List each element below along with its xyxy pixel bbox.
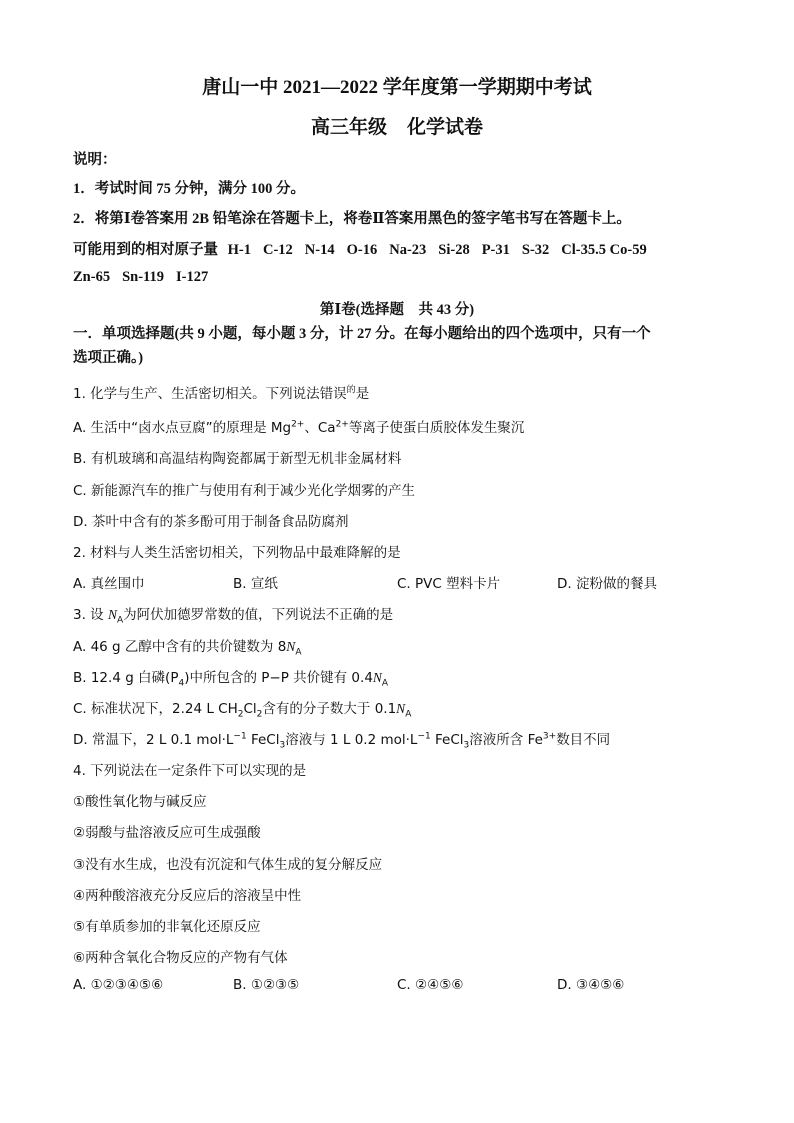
q2-option-d: D. 淀粉做的餐具	[557, 576, 657, 592]
instruction-item-1: 1．考试时间 75 分钟，满分 100 分。	[73, 181, 305, 197]
instructions-heading: 说明：	[73, 152, 117, 168]
q3-subscript: 3	[279, 740, 286, 751]
q3-b-text: B. 12.4 g 白磷(P	[73, 670, 179, 686]
q3-subscript: 2	[237, 709, 244, 720]
q3-option-d	[73, 728, 611, 751]
q3-d-text: FeCl	[430, 732, 464, 748]
q3-option-c	[73, 697, 412, 720]
part-instructions-line-2: 选项正确。)	[73, 350, 144, 366]
q3-subscript: A	[295, 647, 302, 658]
q3-subscript: 4	[178, 678, 185, 689]
q3-subscript: 2	[256, 709, 263, 720]
q4-stem: 4. 下列说法在一定条件下可以实现的是	[73, 763, 307, 779]
part-instructions-line-1: 一．单项选择题(共 9 小题，每小题 3 分，计 27 分。在每小题给出的四个选项中，只有一个	[73, 326, 651, 342]
q4-statement-2: ②弱酸与盐溶液反应可生成强酸	[73, 825, 261, 841]
q1-option-a	[73, 416, 524, 436]
instruction-item-2: 2．将第Ⅰ卷答案用 2B 铅笔涂在答题卡上，将卷Ⅱ答案用黑色的签字笔书写在答题卡上。	[73, 211, 631, 227]
q3-d-text: 数目不同	[556, 732, 611, 748]
q4-statement-1: ①酸性氧化物与碱反应	[73, 794, 207, 810]
q3-subscript: 3	[463, 740, 470, 751]
q3-stem-text: 为阿伏加德罗常数的值，下列说法不正确的是	[123, 607, 394, 623]
exam-subtitle	[0, 112, 794, 139]
atomic-mass: I-127	[176, 269, 209, 285]
q1-option-b: B. 有机玻璃和高温结构陶瓷都属于新型无机非金属材料	[73, 451, 402, 467]
atomic-mass: Zn-65	[73, 269, 111, 285]
q2-stem: 2. 材料与人类生活密切相关，下列物品中最难降解的是	[73, 545, 401, 561]
q1-a-charge: 2+	[291, 419, 305, 430]
q3-a-text: A. 46 g 乙醇中含有的共价键数为 8	[73, 639, 287, 655]
q4-option-a: A. ①②③④⑤⑥	[73, 977, 164, 993]
atomic-masses-label: 可能用到的相对原子量	[73, 242, 218, 258]
q3-b-text: )中所包含的 P−P 共价键有 0.4	[184, 670, 373, 686]
q3-superscript: −1	[233, 731, 247, 742]
q3-symbol: N	[107, 607, 117, 622]
q3-c-text: 含有的分子数大于 0.1	[262, 701, 397, 717]
q3-subscript: A	[116, 615, 124, 626]
atomic-mass: H-1	[227, 242, 251, 258]
section-title: 第Ⅰ卷(选择题 共 43 分)	[319, 302, 475, 318]
q3-d-text: 溶液所含 Fe	[469, 732, 543, 748]
subtitle-subject: 化学试卷	[407, 117, 484, 138]
q1-stem-sup: 的	[346, 385, 356, 396]
q3-d-text: 溶液与 1 L 0.2 mol·L	[285, 732, 418, 748]
q3-symbol: N	[396, 701, 406, 716]
q1-a-text: 等离子使蛋白质胶体发生聚沉	[348, 420, 525, 436]
q1-option-c: C. 新能源汽车的推广与使用有利于减少光化学烟雾的产生	[73, 483, 416, 499]
exam-title: 唐山一中 2021—2022 学年度第一学期期中考试	[202, 77, 592, 98]
q3-subscript: A	[381, 678, 389, 689]
q3-subscript: A	[405, 709, 412, 720]
atomic-mass: Cl-35.5	[561, 242, 607, 258]
q4-statement-6: ⑥两种含氧化合物反应的产物有气体	[73, 950, 288, 966]
q2-option-c: C. PVC 塑料卡片	[397, 576, 501, 592]
q4-statement-4: ④两种酸溶液充分反应后的溶液呈中性	[73, 888, 302, 904]
q3-option-a	[73, 635, 302, 658]
q1-a-text: 、Ca	[304, 420, 336, 436]
q3-c-text: Cl	[243, 701, 257, 717]
q1-stem	[73, 382, 369, 402]
q3-d-text: D. 常温下，2 L 0.1 mol·L	[73, 732, 234, 748]
q4-statement-3: ③没有水生成，也没有沉淀和气体生成的复分解反应	[73, 857, 383, 873]
q4-statement-5: ⑤有单质参加的非氧化还原反应	[73, 919, 261, 935]
atomic-mass: Sn-119	[122, 269, 164, 285]
subtitle-grade: 高三年级	[310, 117, 387, 138]
q4-option-b: B. ①②③⑤	[233, 977, 300, 993]
q2-option-b: B. 宣纸	[233, 576, 278, 592]
atomic-mass: N-14	[304, 242, 335, 258]
atomic-masses-line-2	[73, 269, 208, 286]
atomic-mass: O-16	[346, 242, 378, 258]
atomic-mass: Na-23	[389, 242, 427, 258]
q4-option-d: D. ③④⑤⑥	[557, 977, 625, 993]
q4-option-c: C. ②④⑤⑥	[397, 977, 464, 993]
atomic-mass: Si-28	[438, 242, 470, 258]
q1-a-charge: 2+	[335, 419, 349, 430]
q3-symbol: N	[286, 639, 296, 654]
atomic-mass: C-12	[262, 242, 293, 258]
q3-symbol: N	[372, 670, 382, 685]
q1-stem-text: 1. 化学与生产、生活密切相关。下列说法错误	[73, 386, 347, 402]
q1-a-text: A. 生活中“卤水点豆腐”的原理是 Mg	[73, 420, 292, 436]
q1-option-d: D. 茶叶中含有的茶多酚可用于制备食品防腐剂	[73, 514, 349, 530]
q3-superscript: 3+	[542, 731, 557, 742]
atomic-masses-line-1	[73, 238, 647, 259]
atomic-mass: P-31	[481, 242, 510, 258]
q3-stem	[73, 603, 394, 626]
q2-option-a: A. 真丝围巾	[73, 576, 145, 592]
q3-option-b	[73, 666, 389, 689]
q3-stem-text: 3. 设	[73, 607, 108, 623]
q1-stem-end: 是	[355, 386, 370, 402]
q3-d-text: FeCl	[246, 732, 280, 748]
q3-superscript: −1	[417, 731, 431, 742]
atomic-mass: Co-59	[609, 242, 647, 258]
atomic-mass: S-32	[521, 242, 550, 258]
q3-c-text: C. 标准状况下，2.24 L CH	[73, 701, 238, 717]
